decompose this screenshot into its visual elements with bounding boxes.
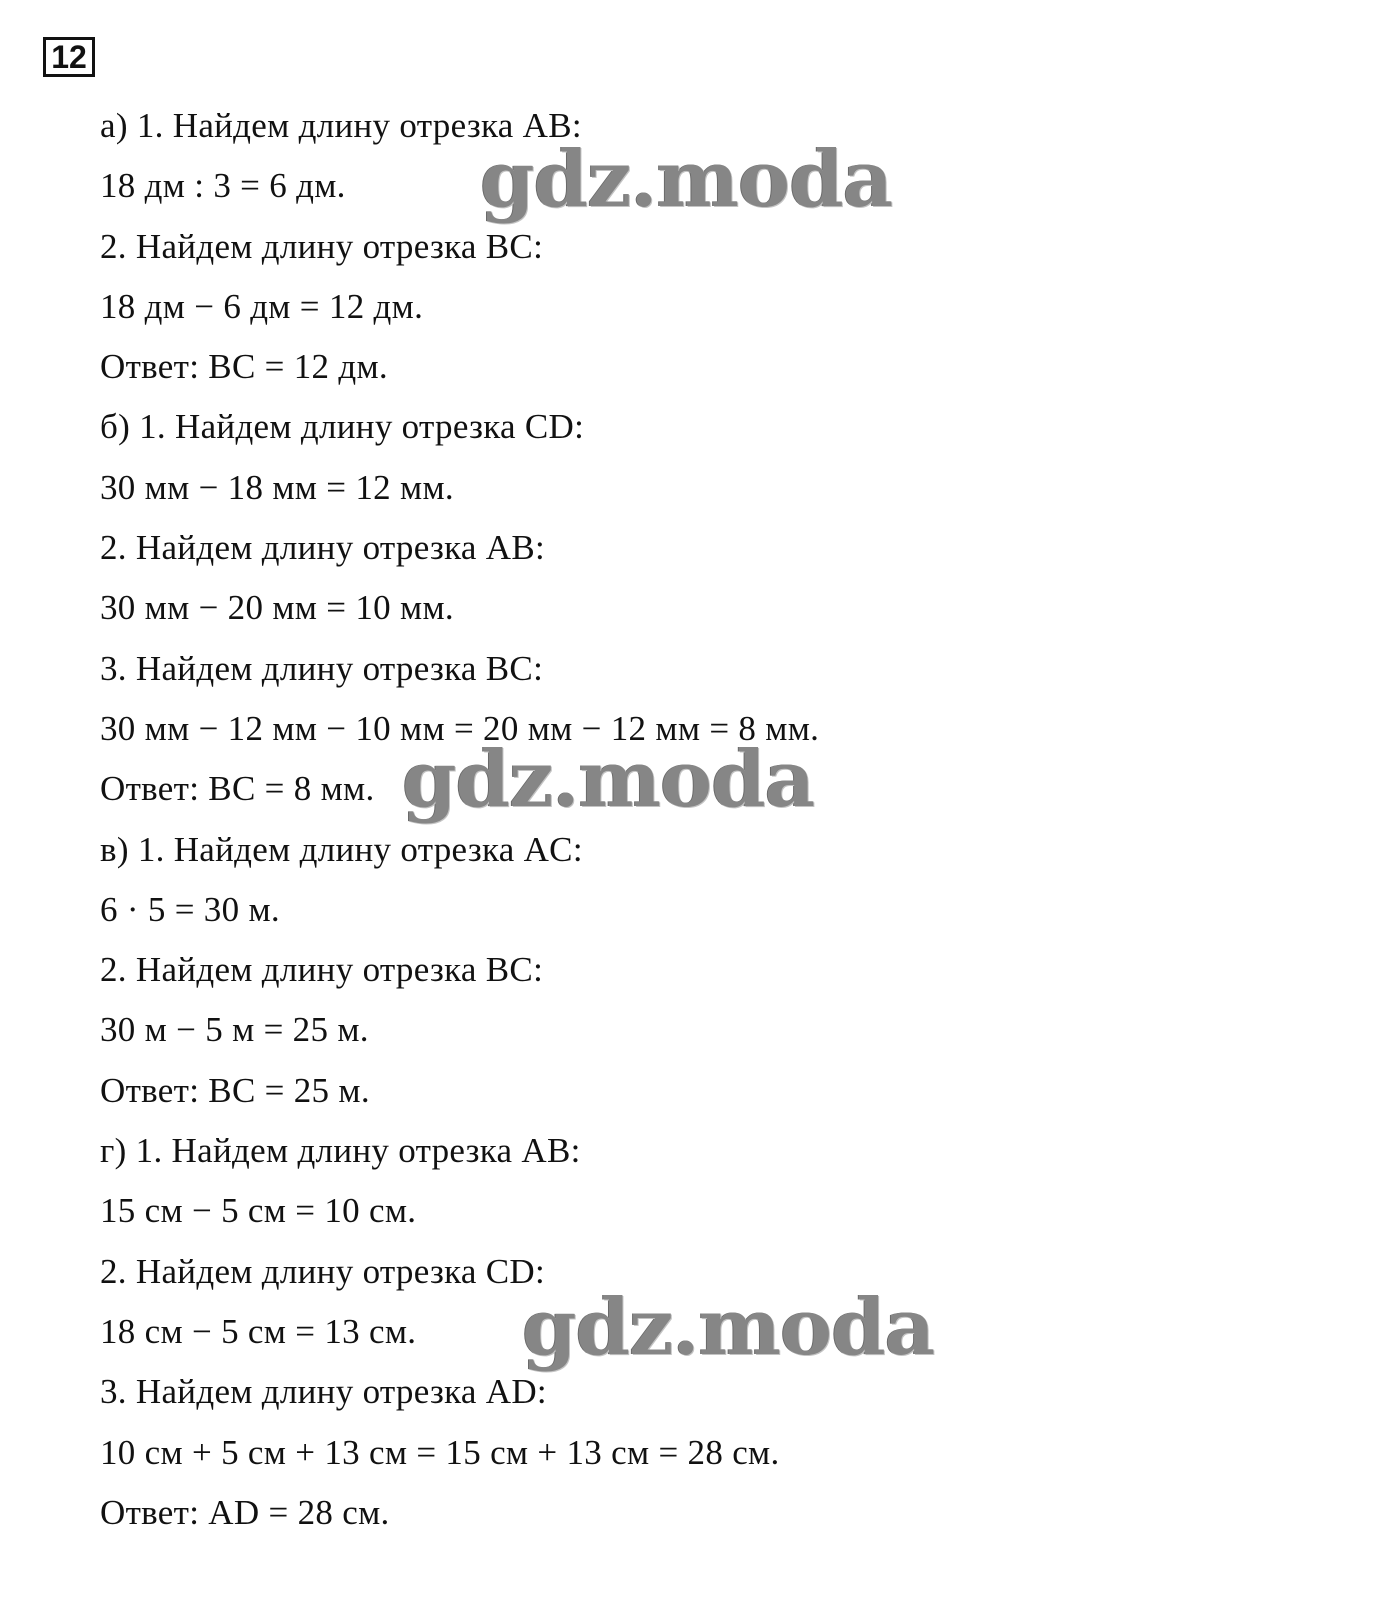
solution-line: 3. Найдем длину отрезка AD: — [100, 1372, 547, 1412]
solution-line: 2. Найдем длину отрезка BC: — [100, 950, 544, 990]
solution-line: 18 см − 5 см = 13 см. — [100, 1311, 417, 1351]
solution-line: г) 1. Найдем длину отрезка AB: — [100, 1131, 581, 1171]
solution-line: а) 1. Найдем длину отрезка AB: — [100, 106, 582, 145]
answer-line: Ответ: BC = 8 мм. — [100, 769, 375, 809]
solution-line: 18 дм : 3 = 6 дм. — [100, 166, 346, 206]
answer-line: Ответ: BC = 25 м. — [100, 1070, 370, 1110]
solution-line: б) 1. Найдем длину отрезка CD: — [100, 407, 585, 447]
watermark: gdz.moda — [402, 734, 815, 825]
answer-line: Ответ: AD = 28 см. — [100, 1492, 390, 1532]
task-number-box: 12 — [43, 37, 95, 77]
solution-line: 2. Найдем длину отрезка AB: — [100, 528, 546, 568]
solution-line: 18 дм − 6 дм = 12 дм. — [100, 286, 424, 326]
answer-line: Ответ: BC = 12 дм. — [100, 347, 388, 387]
solution-line: 30 м − 5 м = 25 м. — [100, 1010, 369, 1050]
solution-line: 3. Найдем длину отрезка BC: — [100, 648, 544, 688]
watermark: gdz.moda — [522, 1282, 935, 1373]
solution-line: в) 1. Найдем длину отрезка AC: — [100, 829, 583, 869]
solution-line: 30 мм − 20 мм = 10 мм. — [100, 588, 454, 628]
solution-line: 30 мм − 18 мм = 12 мм. — [100, 467, 454, 507]
watermark: gdz.moda — [480, 134, 893, 225]
solution-line: 6 · 5 = 30 м. — [100, 889, 280, 929]
solution-line: 2. Найдем длину отрезка BC: — [100, 226, 544, 266]
solution-line: 30 мм − 12 мм − 10 мм = 20 мм − 12 мм = 8 мм. — [100, 708, 820, 748]
solution-line: 15 см − 5 см = 10 см. — [100, 1191, 417, 1231]
solution-line: 10 см + 5 см + 13 см = 15 см + 13 см = 28 см. — [100, 1432, 780, 1472]
solution-line: 2. Найдем длину отрезка CD: — [100, 1251, 546, 1291]
